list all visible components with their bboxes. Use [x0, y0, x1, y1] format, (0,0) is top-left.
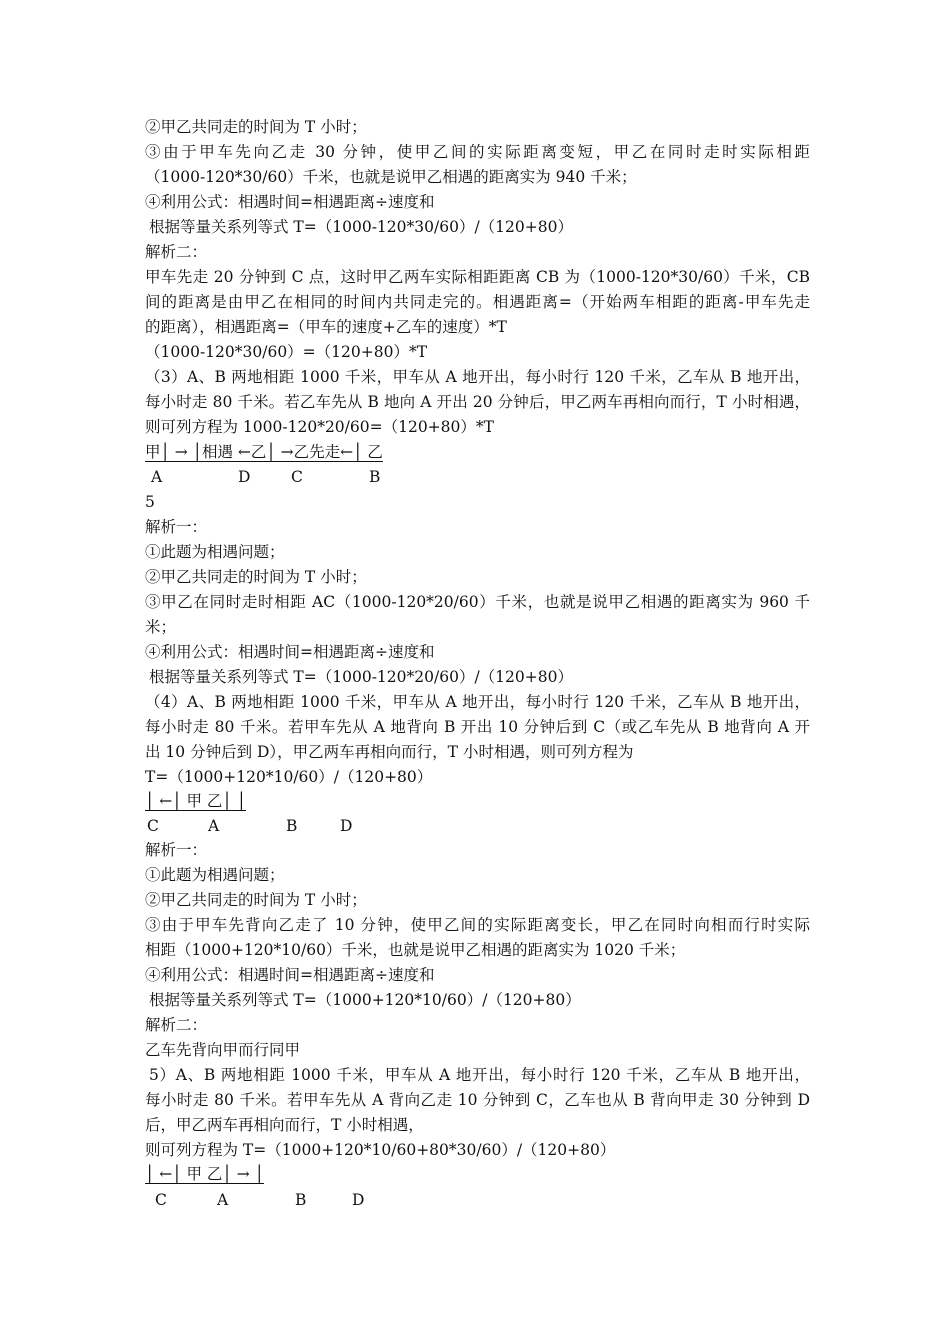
text-line: 5）A、B 两地相距 1000 千米，甲车从 A 地开出，每小时行 120 千米，乙车从 B 地开出，: [149, 1066, 810, 1084]
text-line: 根据等量关系列等式 T=（1000-120*20/60）/（120+80）: [149, 668, 573, 686]
text-line: 根据等量关系列等式 T=（1000+120*10/60）/（120+80）: [149, 991, 581, 1009]
diagram-point-label: A: [217, 1191, 229, 1209]
text-line: ④利用公式：相遇时间=相遇距离÷速度和: [145, 193, 435, 211]
text-line: 的距离），相遇距离=（甲车的速度+乙车的速度）*T: [145, 318, 507, 336]
text-line: ④利用公式：相遇时间=相遇距离÷速度和: [145, 643, 435, 661]
text-line: 相距（1000+120*10/60）千米，也就是说甲乙相遇的距离实为 1020 千米；: [145, 941, 686, 959]
diagram-line: 甲│ → │相遇 ←乙│ →乙先走←│ 乙: [145, 443, 383, 461]
text-line: （4）A、B 两地相距 1000 千米，甲车从 A 地开出，每小时行 120 千米，乙车从 B 地开出，: [145, 693, 810, 711]
diagram-point-label: B: [295, 1191, 307, 1209]
text-line: 根据等量关系列等式 T=（1000-120*30/60）/（120+80）: [149, 218, 573, 236]
text-line: 每小时走 80 千米。若甲车先从 A 背向乙走 10 分钟到 C，乙车也从 B 背向甲走 30 分钟到 D: [145, 1091, 810, 1109]
diagram-line: │ ←│ 甲 乙│ → │: [145, 1165, 264, 1183]
section-heading: 解析一：: [145, 518, 208, 536]
distance-diagram-1: [145, 441, 383, 463]
diagram-point-label: C: [147, 817, 159, 835]
diagram-point-label: B: [369, 468, 381, 486]
text-line: ③甲乙在同时走时相距 AC（1000-120*20/60）千米，也就是说甲乙相遇的距离实为 960 千: [145, 593, 810, 611]
diagram-point-label: D: [340, 817, 353, 835]
text-line: ③由于甲车先向乙走 30 分钟，使甲乙间的实际距离变短，甲乙在同时走时实际相距: [145, 143, 810, 161]
distance-diagram-3: [145, 1163, 264, 1185]
text-line: （1000-120*30/60）千米，也就是说甲乙相遇的距离实为 940 千米；: [145, 168, 637, 186]
text-line: 5: [145, 493, 155, 511]
text-line: 甲车先走 20 分钟到 C 点，这时甲乙两车实际相距距离 CB 为（1000-120*30/60）千米，CB: [145, 268, 810, 286]
diagram-point-label: A: [151, 468, 163, 486]
distance-diagram-2: [145, 790, 246, 812]
text-line: T=（1000+120*10/60）/（120+80）: [145, 768, 433, 786]
text-line: 则可列方程为 1000-120*20/60=（120+80）*T: [145, 418, 494, 436]
text-line: 出 10 分钟后到 D），甲乙两车再相向而行，T 小时相遇，则可列方程为: [145, 743, 634, 761]
text-line: ②甲乙共同走的时间为 T 小时；: [145, 568, 367, 586]
section-heading: 解析一：: [145, 841, 208, 859]
text-line: 每小时走 80 千米。若甲车先从 A 地背向 B 开出 10 分钟后到 C（或乙车先从 B 地背向 A 开: [145, 718, 810, 736]
diagram-line: │ ←│ 甲 乙│ │: [145, 792, 247, 810]
diagram-point-label: D: [352, 1191, 365, 1209]
text-line: 米；: [145, 618, 177, 636]
diagram-point-label: A: [208, 817, 220, 835]
diagram-point-label: C: [155, 1191, 167, 1209]
text-line: ①此题为相遇问题；: [145, 543, 285, 561]
diagram-point-label: C: [291, 468, 303, 486]
text-line: 后，甲乙两车再相向而行，T 小时相遇，: [145, 1116, 424, 1134]
section-heading: 解析二：: [145, 243, 208, 261]
text-line: ③由于甲车先背向乙走了 10 分钟，使甲乙间的实际距离变长，甲乙在同时向相而行时实际: [145, 916, 810, 934]
diagram-point-label: D: [238, 468, 251, 486]
text-line: 每小时走 80 千米。若乙车先从 B 地向 A 开出 20 分钟后，甲乙两车再相向而行，T 小时相遇，: [145, 393, 810, 411]
text-line: （1000-120*30/60）=（120+80）*T: [145, 343, 428, 361]
text-line: 则可列方程为 T=（1000+120*10/60+80*30/60）/（120+80）: [145, 1141, 616, 1159]
text-line: 间的距离是由甲乙在相同的时间内共同走完的。相遇距离=（开始两车相距的距离-甲车先走: [145, 293, 810, 311]
text-line: ①此题为相遇问题；: [145, 866, 285, 884]
text-line: ②甲乙共同走的时间为 T 小时；: [145, 891, 367, 909]
text-line: （3）A、B 两地相距 1000 千米，甲车从 A 地开出，每小时行 120 千米，乙车从 B 地开出，: [145, 368, 810, 386]
section-heading: 解析二：: [145, 1016, 208, 1034]
text-line: 乙车先背向甲而行同甲: [145, 1041, 301, 1059]
diagram-point-label: B: [286, 817, 298, 835]
text-line: ④利用公式：相遇时间=相遇距离÷速度和: [145, 966, 435, 984]
text-line: ②甲乙共同走的时间为 T 小时；: [145, 118, 367, 136]
